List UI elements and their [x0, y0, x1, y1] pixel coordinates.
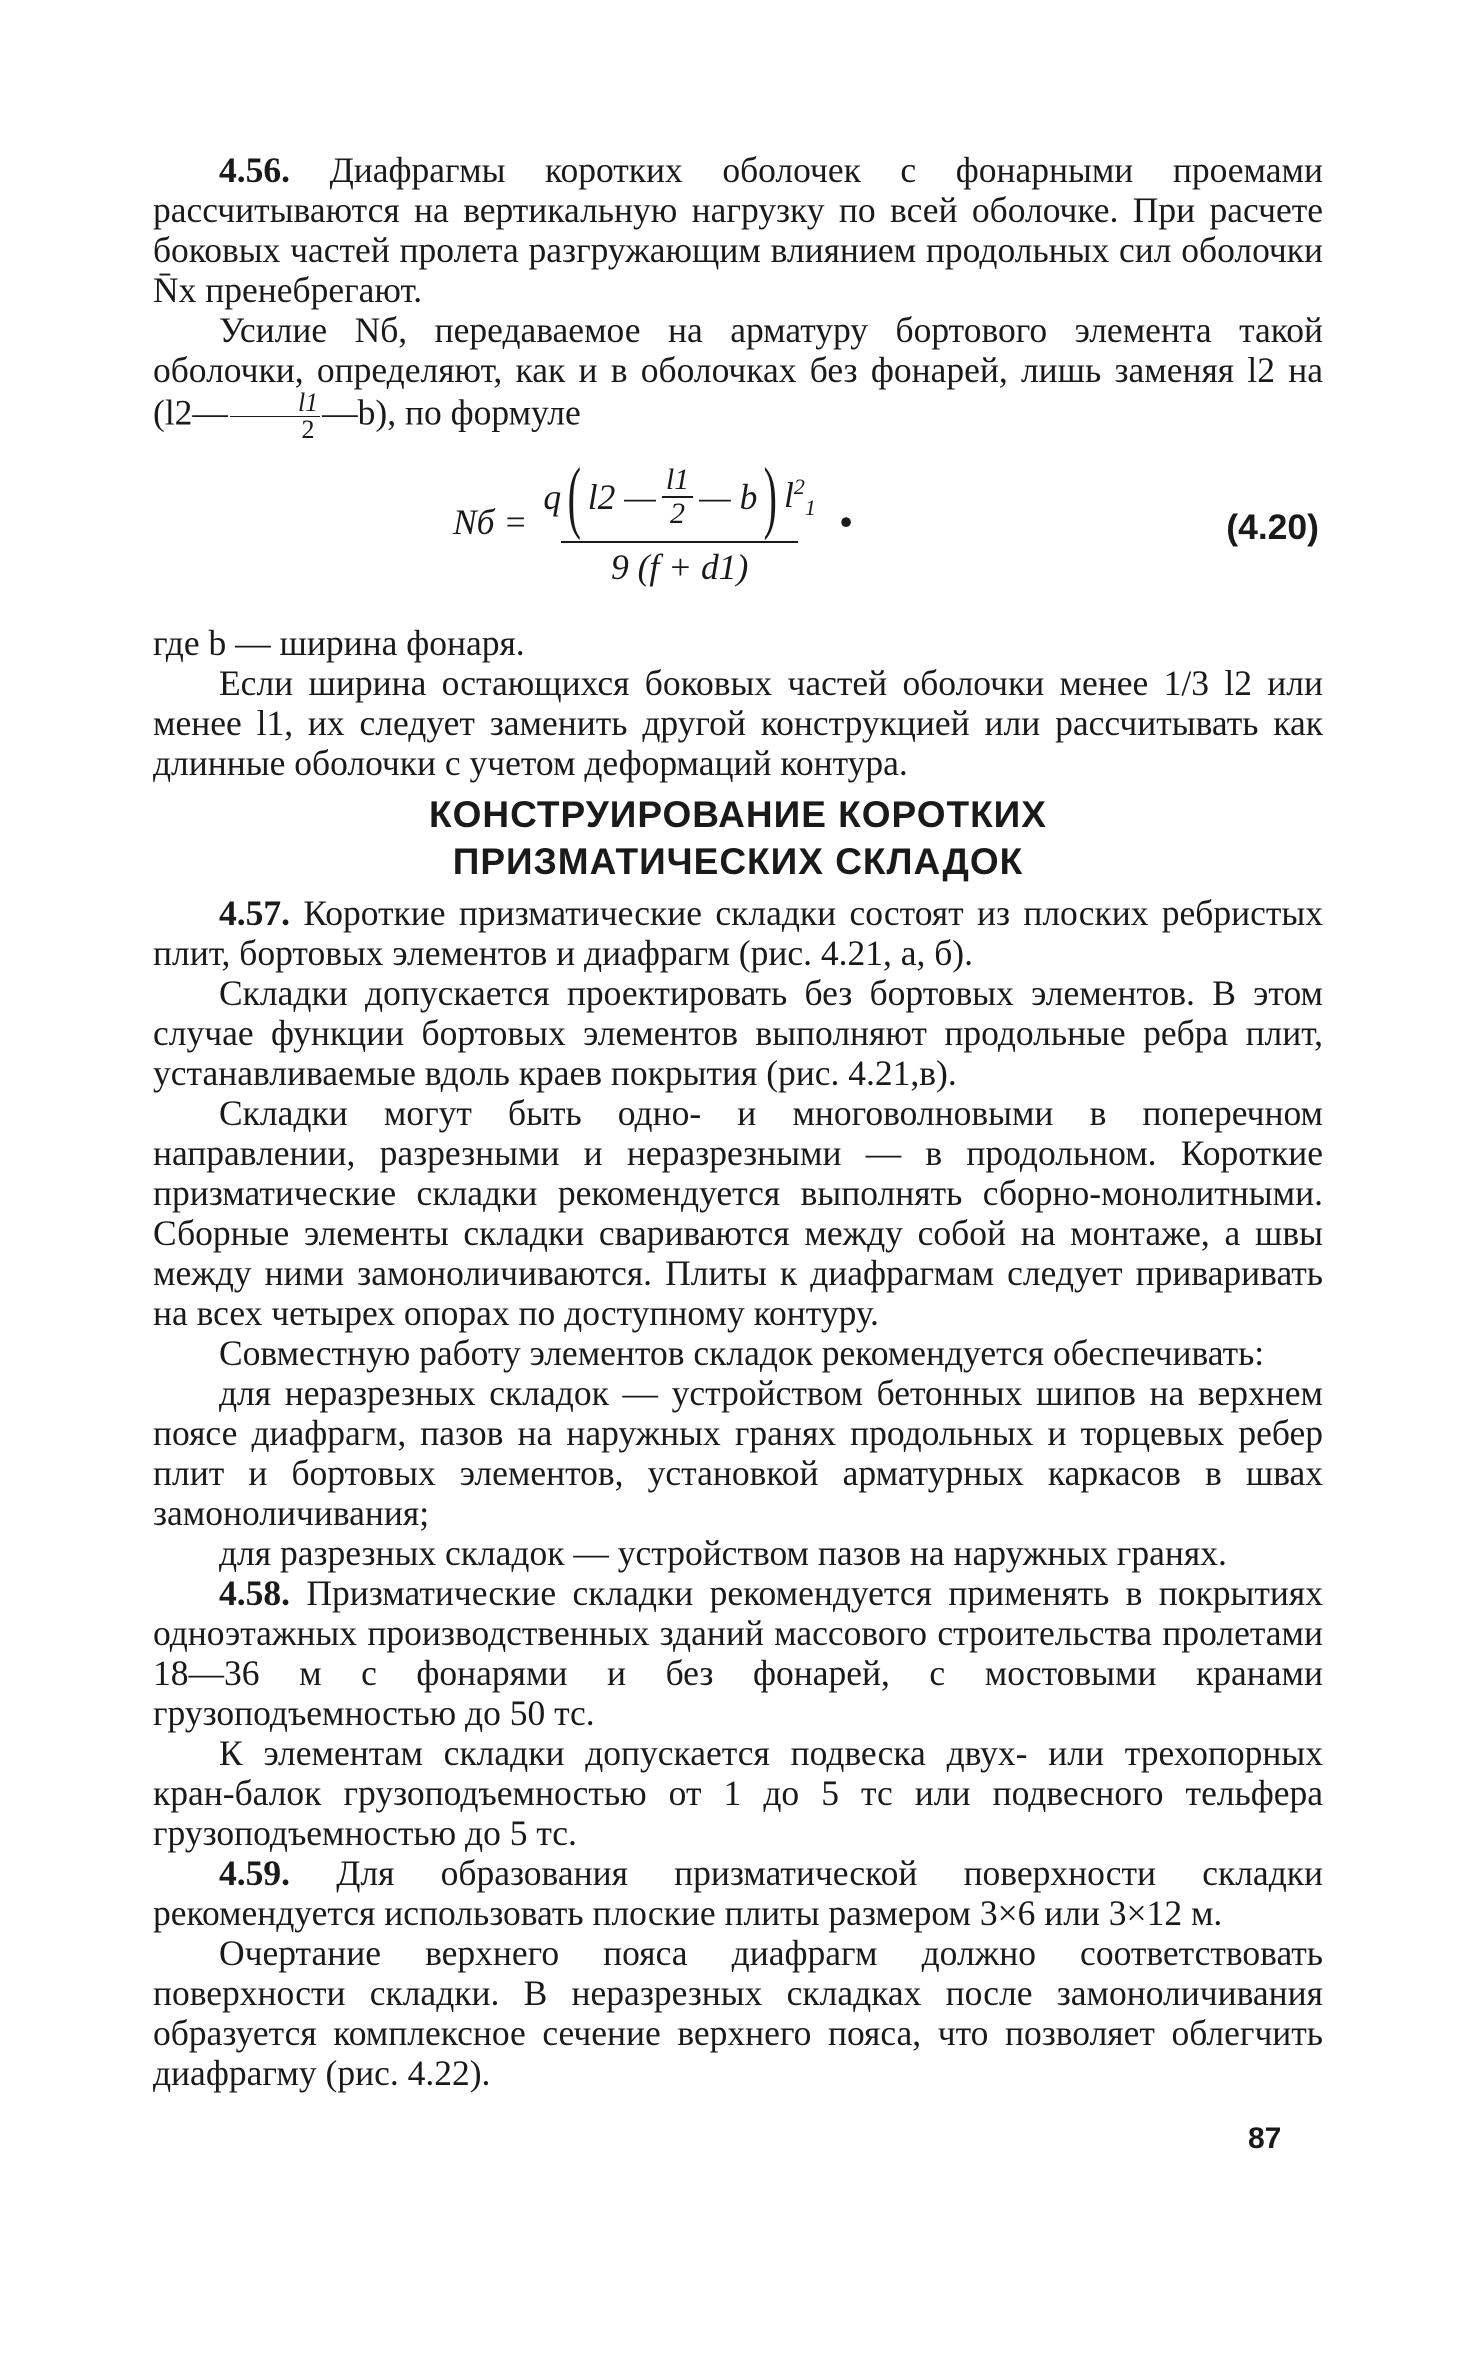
- paragraph-4-57: [153, 893, 1323, 973]
- formula-numerator: [539, 453, 820, 541]
- paragraph-gde: где b — ширина фонаря.: [153, 623, 525, 663]
- formula-denominator: 9 (f + d1): [561, 541, 798, 587]
- formula-4-20: [153, 449, 1323, 619]
- paragraph-nerazreznyh: для неразрезных складок — устройством бетонных шипов на верхнем поясе диафрагм, пазов на наружных гранях продольных и торцевых ребер плит и бортовых элементов, установкой арматурных каркасов в швах замоноличивания;: [153, 1373, 1323, 1533]
- equation-number: (4.20): [1226, 507, 1319, 547]
- paragraph-razreznyh: для разрезных складок — устройством пазов на наружных гранях.: [219, 1533, 1227, 1573]
- paragraph-usilie: [153, 310, 1323, 443]
- paragraph-text: Призматические складки рекомендуется применять в покрытиях одноэтажных производственных зданий массового строительства пролетами 18—36 м с фонарями и без фонарей, с мостовыми кранами грузоподъемностью до 50 тс.: [153, 1573, 1323, 1733]
- heading-line-1: КОНСТРУИРОВАНИЕ КОРОТКИХ: [429, 794, 1047, 835]
- page-number: 87: [1248, 2122, 1282, 2155]
- formula-q: q: [543, 477, 562, 517]
- fraction-bottom: 2: [301, 415, 315, 444]
- clause-number: 4.58.: [219, 1573, 290, 1613]
- formula-l: l: [784, 474, 794, 515]
- page-body: [153, 150, 1323, 2093]
- formula-l2: l2 —: [587, 477, 656, 517]
- paragraph-skladki-1: Складки допускается проектировать без бортовых элементов. В этом случае функции бортовых элементов выполняют продольные ребра плит, устанавливаемые вдоль краев покрытия (рис. 4.21,в).: [153, 973, 1323, 1093]
- paragraph-text: Короткие призматические складки состоят из плоских ребристых плит, бортовых элементов и диафрагм (рис. 4.21, а, б).: [153, 893, 1323, 973]
- paragraph-k-elementam: К элементам складки допускается подвеска двух- или трехопорных кран-балок грузоподъемностью от 1 до 5 тс или подвесного тельфера грузоподъемностью до 5 тс.: [153, 1733, 1323, 1853]
- paragraph-ochertanie: Очертание верхнего пояса диафрагм должно соответствовать поверхности складки. В неразрезных складках после замоноличивания образуется комплексное сечение верхнего пояса, что позволяет облегчить диафрагму (рис. 4.22).: [153, 1933, 1323, 2093]
- right-paren: ): [764, 453, 778, 541]
- clause-number: 4.59.: [219, 1853, 290, 1893]
- paragraph-text: —b), по формуле: [322, 392, 581, 433]
- inline-fraction: [230, 390, 320, 443]
- formula-dot: •: [839, 502, 853, 542]
- formula-l1-squared: [784, 467, 816, 528]
- paragraph-4-56: [153, 150, 1323, 310]
- formula-minus-b: — b: [699, 477, 758, 517]
- formula-inner-fraction: [662, 464, 693, 530]
- formula-fraction: [539, 453, 820, 587]
- formula-body: [453, 453, 853, 587]
- paragraph-text: Для образования призматической поверхности складки рекомендуется использовать плоские плиты размером 3×6 или 3×12 м.: [153, 1853, 1323, 1933]
- paragraph-4-59: [153, 1853, 1323, 1933]
- formula-lhs: Nб =: [453, 502, 528, 542]
- paragraph-esli: Если ширина остающихся боковых частей оболочки менее 1/3 l2 или менее l1, их следует заменить другой конструкцией или рассчитывать как длинные оболочки с учетом деформаций контура.: [153, 663, 1323, 783]
- fraction-top: l1: [230, 390, 320, 417]
- formula-exponent: 2: [793, 473, 805, 499]
- paragraph-4-58: [153, 1573, 1323, 1733]
- paragraph-sovmestnuyu: Совместную работу элементов складок рекомендуется обеспечивать:: [219, 1333, 1265, 1373]
- clause-number: 4.57.: [219, 893, 290, 933]
- formula-subscript: 1: [804, 494, 816, 520]
- paragraph-skladki-2: Складки могут быть одно- и многоволновыми в поперечном направлении, разрезными и неразрезными — в продольном. Короткие призматические складки рекомендуется выполнять сборно-монолитными. Сборные элементы складки свариваются между собой на монтаже, а швы между ними замоноличиваются. Плиты к диафрагмам следует приваривать на всех четырех опорах по доступному контуру.: [153, 1093, 1323, 1333]
- paragraph-text: Усилие Nб, передаваемое на арматуру бортового элемента такой оболочки, определяют, как и в оболочках без фонарей, лишь заменяя l2 на (l2—: [153, 310, 1323, 433]
- heading-line-2: ПРИЗМАТИЧЕСКИХ СКЛАДОК: [452, 841, 1024, 882]
- clause-number: 4.56.: [219, 150, 290, 190]
- fraction-top: l1: [662, 464, 693, 498]
- left-paren: (: [567, 453, 582, 541]
- fraction-bottom: 2: [670, 497, 685, 530]
- paragraph-text: Диафрагмы коротких оболочек с фонарными проемами рассчитываются на вертикальную нагрузку по всей оболочке. При расчете боковых частей пролета разгружающим влиянием продольных сил оболочки N̄x пренебрегают.: [153, 150, 1323, 310]
- section-heading: [153, 791, 1323, 885]
